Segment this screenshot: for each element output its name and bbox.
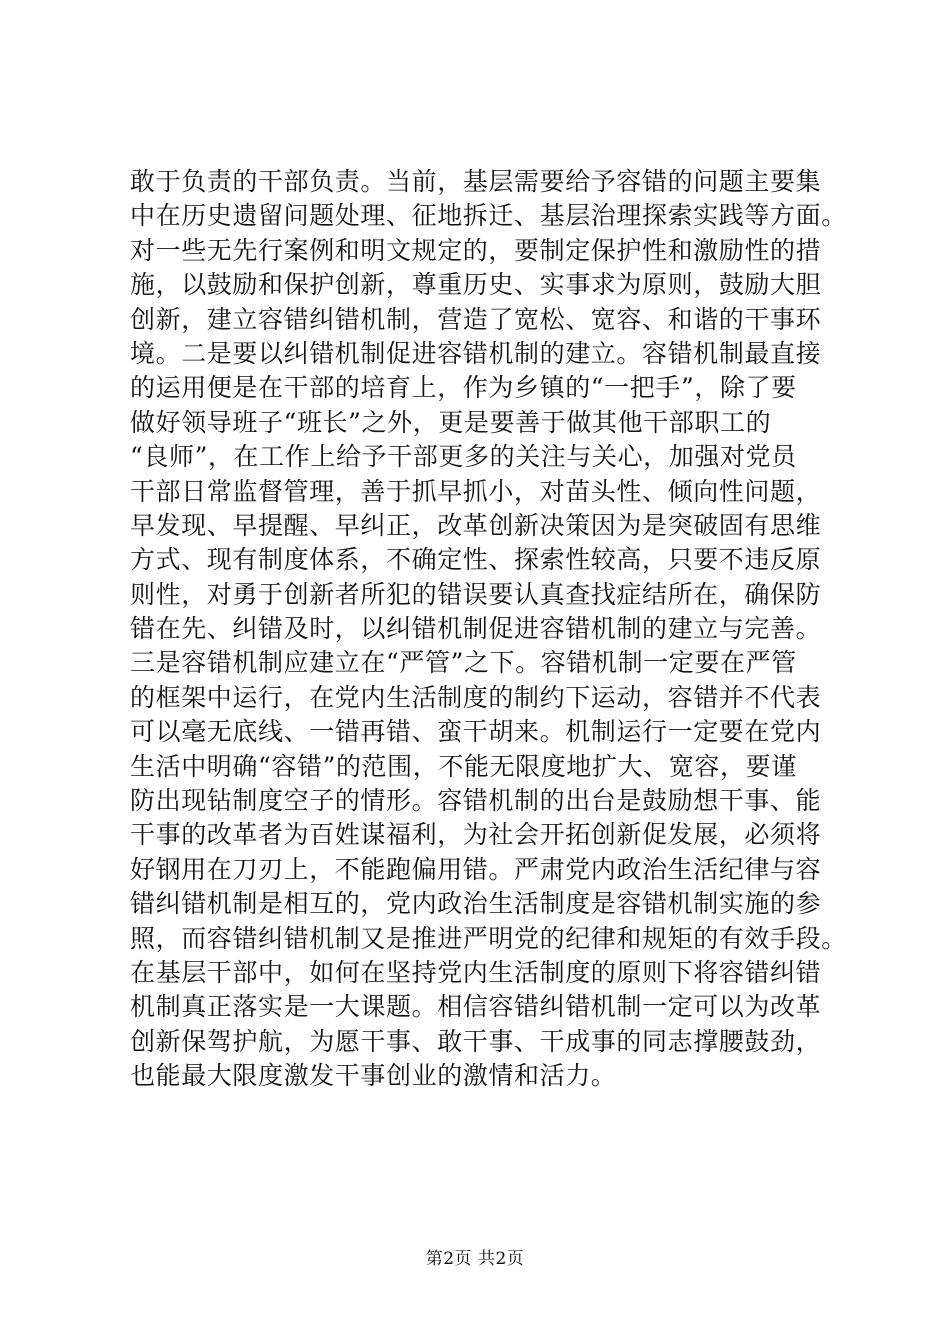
text-line: 也能最大限度激发干事创业的激情和活力。 bbox=[130, 1061, 617, 1091]
text-line: 照，而容错纠错机制又是推进严明党的纪律和规矩的有效手段。 bbox=[130, 923, 847, 953]
text-line: 机制真正落实是一大课题。相信容错纠错机制一定可以为改革 bbox=[130, 992, 822, 1022]
text-line: 境。二是要以纠错机制促进容错机制的建立。容错机制最直接 bbox=[130, 338, 822, 368]
text-line: 早发现、早提醒、早纠正，改革创新决策因为是突破固有思维 bbox=[130, 510, 822, 540]
text-line: 的运用便是在干部的培育上，作为乡镇的“一把手”，除了要 bbox=[130, 373, 797, 403]
page-number-footer: 第2页 共2页 bbox=[425, 1249, 525, 1269]
text-line: 好钢用在刀刃上，不能跑偏用错。严肃党内政治生活纪律与容 bbox=[130, 854, 822, 884]
text-line: 做好领导班子“班长”之外，更是要善于做其他干部职工的 bbox=[130, 407, 772, 437]
text-line: 可以毫无底线、一错再错、蛮干胡来。机制运行一定要在党内 bbox=[130, 717, 822, 747]
text-line: “良师”，在工作上给予干部更多的关注与关心，加强对党员 bbox=[130, 442, 797, 472]
text-line: 的框架中运行，在党内生活制度的制约下运动，容错并不代表 bbox=[130, 682, 822, 712]
text-line: 防出现钻制度空子的情形。容错机制的出台是鼓励想干事、能 bbox=[130, 786, 822, 816]
text-line: 在基层干部中，如何在坚持党内生活制度的原则下将容错纠错 bbox=[130, 957, 822, 987]
text-line: 施，以鼓励和保护创新，尊重历史、实事求为原则，鼓励大胆 bbox=[130, 270, 822, 300]
text-line: 中在历史遗留问题处理、征地拆迁、基层治理探索实践等方面。 bbox=[130, 201, 847, 231]
text-line: 错在先、纠错及时，以纠错机制促进容错机制的建立与完善。 bbox=[130, 614, 822, 644]
text-line: 生活中明确“容错”的范围，不能无限度地扩大、宽容，要谨 bbox=[130, 751, 797, 781]
body-text bbox=[130, 165, 870, 1094]
text-line: 干事的改革者为百姓谋福利，为社会开拓创新促发展，必须将 bbox=[130, 820, 822, 850]
text-line: 创新保驾护航，为愿干事、敢干事、干成事的同志撑腰鼓劲， bbox=[130, 1026, 822, 1056]
text-line: 敢于负责的干部负责。当前，基层需要给予容错的问题主要集 bbox=[130, 167, 822, 196]
text-line: 错纠错机制是相互的，党内政治生活制度是容错机制实施的参 bbox=[130, 889, 822, 919]
text-line: 三是容错机制应建立在“严管”之下。容错机制一定要在严管 bbox=[130, 648, 797, 678]
text-line: 则性，对勇于创新者所犯的错误要认真查找症结所在，确保防 bbox=[130, 579, 822, 609]
text-line: 对一些无先行案例和明文规定的，要制定保护性和激励性的措 bbox=[130, 235, 822, 265]
text-line: 方式、现有制度体系，不确定性、探索性较高，只要不违反原 bbox=[130, 545, 822, 575]
text-line: 干部日常监督管理，善于抓早抓小，对苗头性、倾向性问题， bbox=[130, 476, 822, 506]
text-line: 创新，建立容错纠错机制，营造了宽松、宽容、和谐的干事环 bbox=[130, 304, 822, 334]
